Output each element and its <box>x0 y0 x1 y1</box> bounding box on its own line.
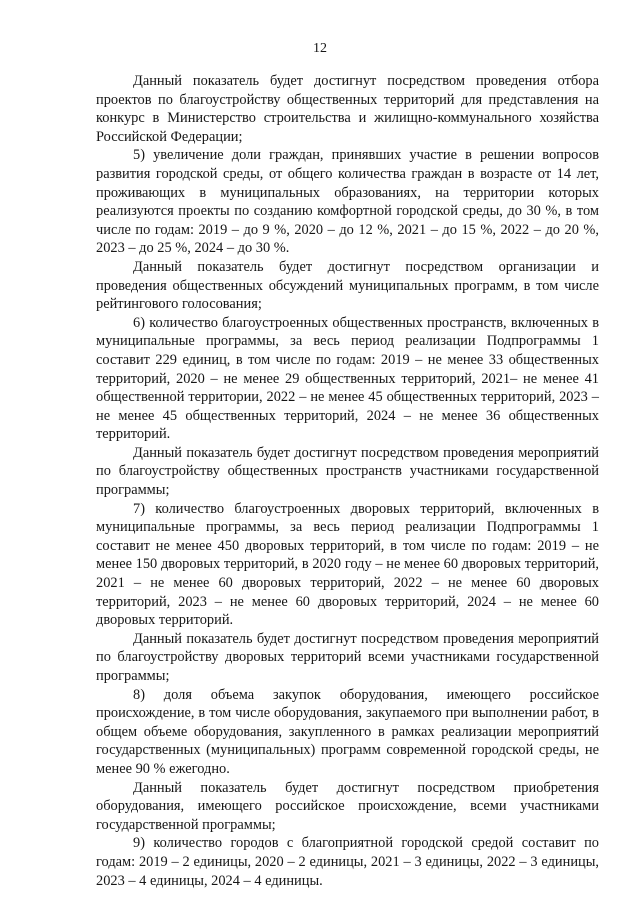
paragraph-indicator-8: 8) доля объема закупок оборудования, имеющего российское происхождение, в том числе оборудования, закупаемого при выполнении работ, в общем объеме оборудования, закупленного в рамках реализации мероприятий государственных (муниципальных) программ современной городской среды, не менее 90 % ежегодно. <box>96 686 599 777</box>
paragraph-indicator-8-note: Данный показатель будет достигнут посредством приобретения оборудования, имеющего российское происхождение, всеми участниками государственной программы; <box>96 779 599 833</box>
paragraph-indicator-6-note: Данный показатель будет достигнут посредством проведения мероприятий по благоустройству общественных пространств участниками государственной программы; <box>96 444 599 499</box>
paragraph-indicator-5-note: Данный показатель будет достигнут посредством организации и проведения общественных обсуждений муниципальных программ, в том числе рейтингового голосования; <box>96 258 599 313</box>
document-body <box>96 72 599 890</box>
paragraph-indicator-6: 6) количество благоустроенных общественных пространств, включенных в муниципальные программы, за весь период реализации Подпрограммы 1 составит 229 единиц, в том числе по годам: 2019 – не менее 33 общественных территорий, 2020 – не менее 29 общественных территорий, 2021– не менее 41 общественной территории, 2022 – не менее 45 общественных территорий, 2023 – не менее 45 общественных территорий, 2024 – не менее 36 общественных территорий. <box>96 314 599 443</box>
paragraph-indicator-7-note: Данный показатель будет достигнут посредством проведения мероприятий по благоустройству дворовых территорий всеми участниками государственной программы; <box>96 630 599 684</box>
paragraph-indicator-5: 5) увеличение доли граждан, принявших участие в решении вопросов развития городской среды, от общего количества граждан в возрасте от 14 лет, проживающих в муниципальных образованиях, на территории которых реализуются проекты по созданию комфортной городской среды, до 30 %, в том числе по годам: 2019 – до 9 %, 2020 – до 12 %, 2021 – до 15 %, 2022 – до 20 %, 2023 – до 25 %, 2024 – до 30 %. <box>96 147 599 257</box>
paragraph-indicator-9: 9) количество городов с благоприятной городской средой составит по годам: 2019 – 2 единицы, 2020 – 2 единицы, 2021 – 3 единицы, 2022 – 3 единицы, 2023 – 4 единицы, 2024 – 4 единицы. <box>96 835 599 889</box>
paragraph-indicator-7: 7) количество благоустроенных дворовых территорий, включенных в муниципальные программы, за весь период реализации Подпрограммы 1 составит не менее 450 дворовых территорий, в том числе по годам: 2019 – не менее 150 дворовых территорий, в 2020 году – не менее 60 дворовых территорий, 2021 – не менее 60 дворовых территорий, 2022 – не менее 60 дворовых территорий, 2023 – не менее 60 дворовых территорий, 2024 – не менее 60 дворовых территорий. <box>96 500 599 629</box>
paragraph-indicator-4-note: Данный показатель будет достигнут посредством проведения отбора проектов по благоустройству общественных территорий для представления на конкурс в Министерство строительства и жилищно-коммунального хозяйства Российской Федерации; <box>96 73 599 145</box>
page-number: 12 <box>313 41 327 56</box>
